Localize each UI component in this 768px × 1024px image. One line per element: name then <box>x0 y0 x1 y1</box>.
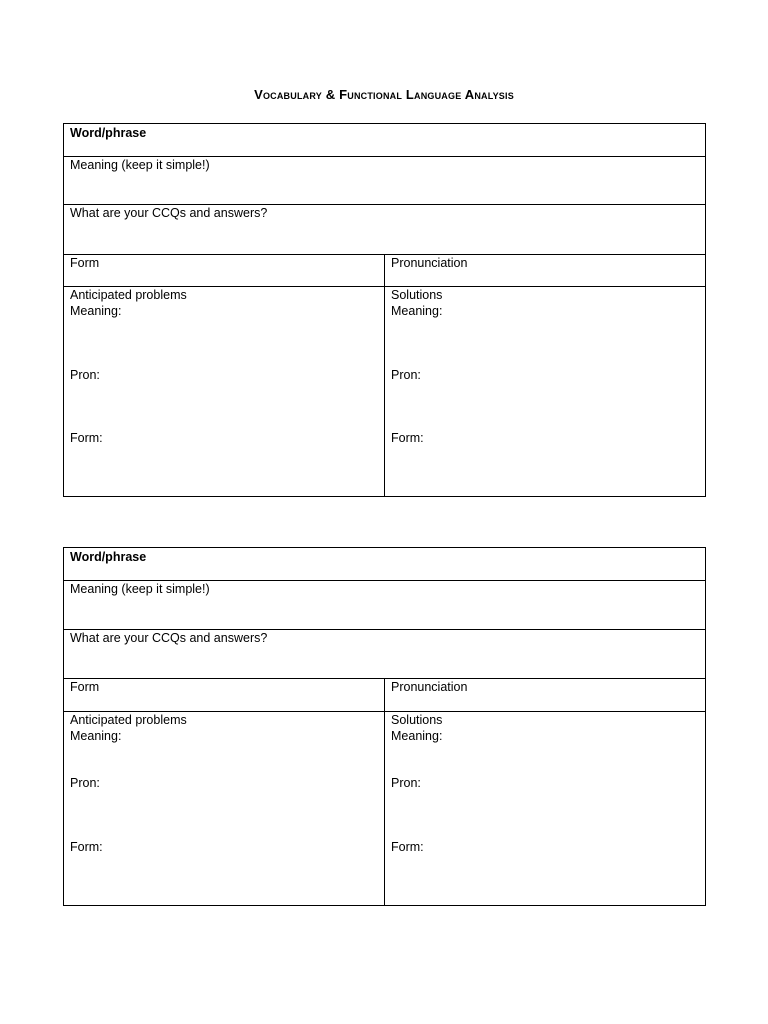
problems-form-label: Form: <box>70 431 103 445</box>
analysis-table-2 <box>63 547 706 906</box>
solutions-cell[interactable] <box>385 287 706 497</box>
meaning-label: Meaning (keep it simple!) <box>70 158 210 172</box>
anticipated-problems-cell[interactable] <box>64 287 385 497</box>
solutions-form-label: Form: <box>391 840 424 854</box>
form-cell[interactable] <box>64 679 385 712</box>
problems-form-label: Form: <box>70 840 103 854</box>
pronunciation-label: Pronunciation <box>391 256 468 270</box>
solutions-form-label: Form: <box>391 431 424 445</box>
solutions-pron-label: Pron: <box>391 368 421 382</box>
form-pronunciation-row <box>64 679 706 712</box>
anticipated-problems-cell[interactable] <box>64 712 385 906</box>
problems-meaning-label: Meaning: <box>70 729 122 743</box>
pronunciation-cell[interactable] <box>385 255 706 287</box>
solutions-heading: Solutions <box>391 713 443 727</box>
word-phrase-cell[interactable] <box>64 548 706 581</box>
word-phrase-label: Word/phrase <box>70 126 147 140</box>
meaning-cell[interactable] <box>64 157 706 205</box>
word-phrase-row <box>64 124 706 157</box>
ccq-row <box>64 630 706 679</box>
ccq-label: What are your CCQs and answers? <box>70 631 268 645</box>
problems-solutions-row <box>64 287 706 497</box>
problems-pron-label: Pron: <box>70 776 100 790</box>
word-phrase-label: Word/phrase <box>70 550 147 564</box>
problems-heading: Anticipated problems <box>70 288 187 302</box>
word-phrase-cell[interactable] <box>64 124 706 157</box>
solutions-pron-label: Pron: <box>391 776 421 790</box>
page-title: Vocabulary & Functional Language Analysis <box>254 87 514 102</box>
problems-solutions-row <box>64 712 706 906</box>
problems-heading: Anticipated problems <box>70 713 187 727</box>
solutions-cell[interactable] <box>385 712 706 906</box>
ccq-cell[interactable] <box>64 205 706 255</box>
meaning-row <box>64 157 706 205</box>
form-label: Form <box>70 680 100 694</box>
pronunciation-label: Pronunciation <box>391 680 468 694</box>
meaning-row <box>64 581 706 630</box>
meaning-cell[interactable] <box>64 581 706 630</box>
meaning-label: Meaning (keep it simple!) <box>70 582 210 596</box>
word-phrase-row <box>64 548 706 581</box>
analysis-table-1 <box>63 123 706 497</box>
solutions-heading: Solutions <box>391 288 443 302</box>
form-cell[interactable] <box>64 255 385 287</box>
ccq-row <box>64 205 706 255</box>
solutions-meaning-label: Meaning: <box>391 729 443 743</box>
solutions-meaning-label: Meaning: <box>391 304 443 318</box>
form-pronunciation-row <box>64 255 706 287</box>
ccq-label: What are your CCQs and answers? <box>70 206 268 220</box>
problems-meaning-label: Meaning: <box>70 304 122 318</box>
form-label: Form <box>70 256 100 270</box>
ccq-cell[interactable] <box>64 630 706 679</box>
problems-pron-label: Pron: <box>70 368 100 382</box>
pronunciation-cell[interactable] <box>385 679 706 712</box>
